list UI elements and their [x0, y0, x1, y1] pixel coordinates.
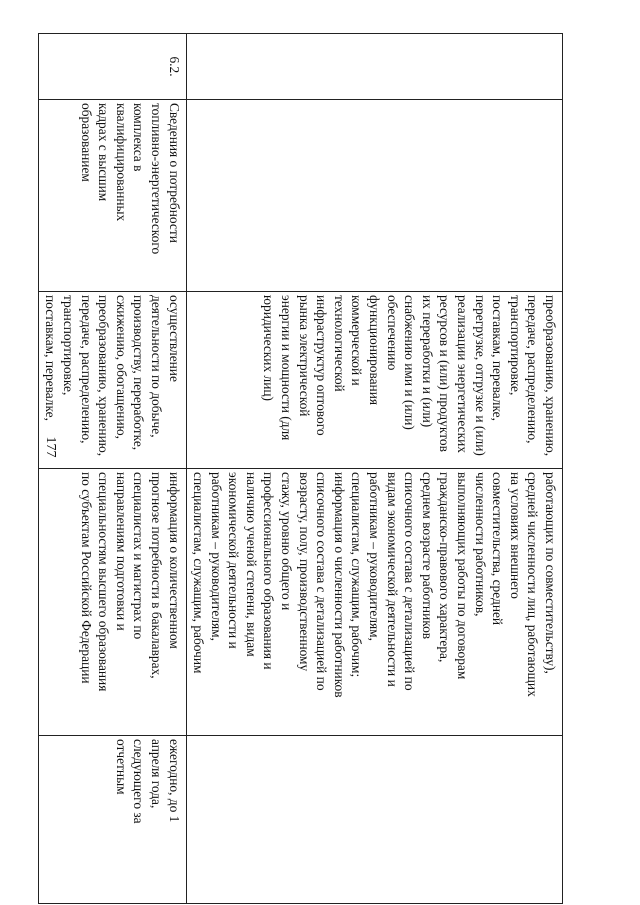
data-content-cell	[38, 469, 186, 736]
text-line: ежегодно, до 1	[166, 739, 182, 823]
text-line: деятельности по добыче,	[148, 295, 164, 438]
text-line: численности работников,	[472, 472, 488, 617]
text-line: гражданско-правового характера,	[437, 472, 453, 663]
text-line: выполняющих работы по договорам	[455, 472, 471, 680]
text-line: реализации энергетических	[455, 295, 471, 453]
text-line: информация о численности работников	[331, 472, 347, 698]
text-line: по субъектам Российской Федерации	[78, 472, 94, 684]
obligated-subjects-cell	[186, 292, 562, 469]
text-line: поставкам, перевалке,	[490, 295, 506, 421]
text-line: специальностям высшего образования	[96, 472, 112, 692]
text-line: транспортировке,	[507, 295, 523, 396]
text-line: коммерческой и	[349, 295, 365, 386]
text-line: работающих по совместительству),	[543, 472, 558, 674]
text-line: средней численности лиц, работающих	[525, 472, 541, 697]
text-line: информация о количественном	[166, 472, 182, 649]
row-number-cell: 6.2.	[38, 34, 186, 100]
requirements-table	[38, 33, 563, 904]
text-line: обеспечению	[384, 295, 400, 371]
text-line: прогнозе потребности в бакалаврах,	[148, 472, 164, 679]
row-number-cell	[186, 34, 562, 100]
text-line: совместительства, средней	[490, 472, 506, 626]
text-line: на условиях внешнего	[507, 472, 523, 599]
table-row	[186, 34, 562, 904]
deadline-cell	[38, 736, 186, 904]
text-line: комплекса в	[131, 103, 147, 172]
text-line: специалистам, служащим, рабочим;	[349, 472, 365, 678]
text-line: их переработки и (или)	[419, 295, 435, 428]
text-line: снабжению ими и (или)	[402, 295, 418, 430]
text-line: специалистах и магистрах по	[131, 472, 147, 640]
text-line: среднем возрасте работников	[419, 472, 435, 640]
text-line: перегрузке, отгрузке и (или)	[472, 295, 488, 456]
text-line: инфраструктур оптового	[314, 295, 330, 436]
text-line: энергии и мощности (для	[279, 295, 295, 441]
data-content-cell	[186, 469, 562, 736]
text-line: списочного состава с детализацией по	[314, 472, 330, 691]
text-line: профессионального образования и	[261, 472, 277, 670]
text-line: преобразованию, хранению,	[96, 295, 112, 457]
text-line: рынка электрической	[296, 295, 312, 417]
text-line: направлениям подготовки и	[113, 472, 129, 631]
data-name-cell	[186, 100, 562, 292]
text-line: преобразованию, хранению,	[543, 295, 558, 457]
page-number: 177	[43, 436, 58, 458]
text-line: образованием	[78, 103, 94, 182]
text-line: кадрах с высшим	[96, 103, 112, 202]
text-line: осуществление	[166, 295, 182, 382]
obligated-subjects-cell	[38, 292, 186, 469]
text-line: видам экономической деятельности и	[384, 472, 400, 687]
data-name-cell	[38, 100, 186, 292]
text-line: функционирования	[367, 295, 383, 406]
text-line: квалифицированных	[113, 103, 129, 222]
text-line: сжижению, обогащению,	[113, 295, 129, 439]
table-row	[38, 34, 186, 904]
text-line: стажу, уровню общего и	[279, 472, 295, 611]
text-line: передаче, распределению,	[78, 295, 94, 444]
text-line: топливно-энергетического	[148, 103, 164, 255]
text-line: транспортировке,	[60, 295, 76, 396]
text-line: следующего за	[131, 739, 147, 824]
text-line: наличию ученой степени, видам	[243, 472, 259, 657]
text-line: апреля года,	[148, 739, 164, 809]
text-line: списочного состава с детализацией по	[402, 472, 418, 691]
text-line: работникам – руководителям,	[208, 472, 224, 641]
text-line: производству, переработке,	[131, 295, 147, 451]
text-line: работникам – руководителям,	[367, 472, 383, 641]
text-line: передаче, распределению,	[525, 295, 541, 444]
deadline-cell	[186, 736, 562, 904]
text-line: отчетным	[113, 739, 129, 795]
text-line: возрасту, полу, производственному	[296, 472, 312, 672]
text-line: поставкам, перевалке,	[43, 295, 59, 421]
text-line: технологической	[331, 295, 347, 392]
text-line: Сведения о потребности	[166, 103, 182, 243]
text-line: специалистам, служащим, рабочим	[191, 472, 207, 674]
text-line: ресурсов и (или) продуктов	[437, 295, 453, 452]
text-line: экономической деятельности и	[226, 472, 242, 649]
text-line: юридических лиц)	[261, 295, 277, 401]
